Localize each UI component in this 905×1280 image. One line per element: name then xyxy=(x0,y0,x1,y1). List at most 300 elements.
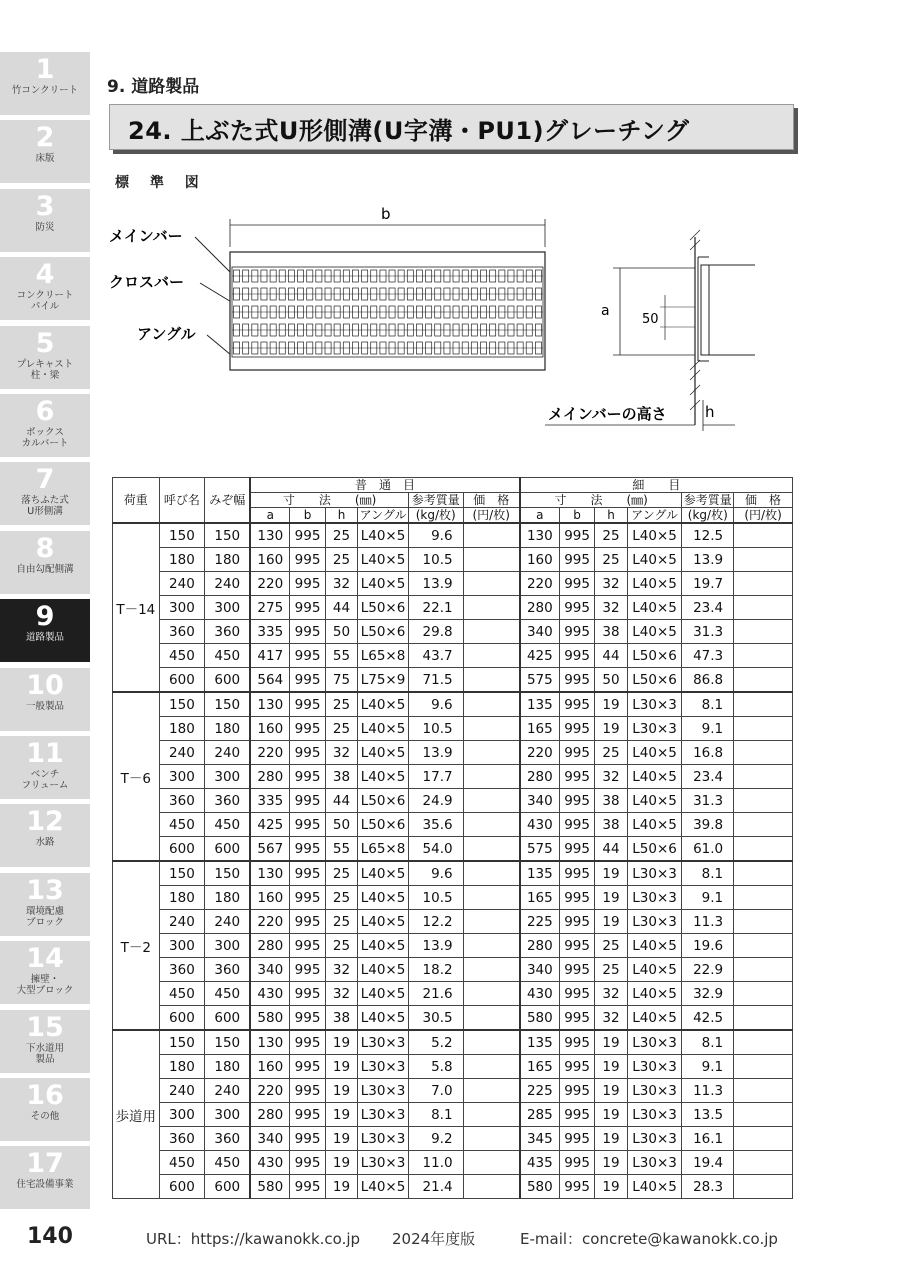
grating-drawing xyxy=(105,195,755,435)
fine-b-cell: 995 xyxy=(559,644,594,668)
normal-a-cell: 430 xyxy=(250,1151,290,1175)
normal-angle-cell: L40×5 xyxy=(358,717,409,741)
normal-h-cell: 32 xyxy=(325,982,357,1006)
fine-price-cell xyxy=(734,1127,793,1151)
table-row xyxy=(113,644,793,668)
normal-b-cell: 995 xyxy=(290,741,325,765)
fine-price-cell xyxy=(734,548,793,572)
normal-weight-cell: 10.5 xyxy=(408,886,463,910)
fine-weight-cell: 31.3 xyxy=(682,789,734,813)
chapter-number: 13 xyxy=(26,875,64,906)
chapter-number: 9 xyxy=(35,601,55,632)
fine-a-cell: 165 xyxy=(520,717,560,741)
sidebar-chapter-17[interactable] xyxy=(0,1146,90,1209)
chapter-number: 4 xyxy=(35,259,55,290)
chapter-label: ボックス カルバート xyxy=(21,427,69,449)
fine-angle-cell: L40×5 xyxy=(627,620,682,644)
fine-b-cell: 995 xyxy=(559,668,594,693)
fine-h-cell: 19 xyxy=(595,692,627,717)
nominal-cell: 180 xyxy=(159,717,205,741)
header-weight-unit: (kg/枚) xyxy=(408,508,463,524)
normal-weight-cell: 22.1 xyxy=(408,596,463,620)
chapter-label: 落ちふた式 U形側溝 xyxy=(21,495,69,517)
fine-h-cell: 25 xyxy=(595,958,627,982)
fine-h-cell: 32 xyxy=(595,1006,627,1031)
fine-h-cell: 32 xyxy=(595,596,627,620)
fine-a-cell: 575 xyxy=(520,668,560,693)
normal-b-cell: 995 xyxy=(290,1055,325,1079)
fine-a-cell: 580 xyxy=(520,1175,560,1199)
chapter-label: 一般製品 xyxy=(25,701,64,712)
width-cell: 150 xyxy=(205,861,251,886)
normal-h-cell: 19 xyxy=(325,1151,357,1175)
normal-b-cell: 995 xyxy=(290,692,325,717)
normal-price-cell xyxy=(463,741,520,765)
fine-h-cell: 32 xyxy=(595,572,627,596)
width-cell: 150 xyxy=(205,692,251,717)
title-banner xyxy=(109,104,794,150)
normal-b-cell: 995 xyxy=(290,1151,325,1175)
fine-weight-cell: 16.8 xyxy=(682,741,734,765)
header-b: b xyxy=(290,508,325,524)
fine-angle-cell: L30×3 xyxy=(627,1127,682,1151)
normal-price-cell xyxy=(463,644,520,668)
table-row xyxy=(113,1055,793,1079)
normal-price-cell xyxy=(463,1006,520,1031)
chapter-number: 12 xyxy=(26,806,64,837)
normal-h-cell: 50 xyxy=(325,813,357,837)
fine-weight-cell: 39.8 xyxy=(682,813,734,837)
sidebar-chapter-8[interactable] xyxy=(0,531,90,594)
sidebar-chapter-9[interactable] xyxy=(0,599,90,662)
normal-b-cell: 995 xyxy=(290,620,325,644)
normal-price-cell xyxy=(463,1079,520,1103)
normal-a-cell: 130 xyxy=(250,692,290,717)
fine-a-cell: 130 xyxy=(520,523,560,548)
normal-a-cell: 417 xyxy=(250,644,290,668)
normal-a-cell: 275 xyxy=(250,596,290,620)
header-normal-mesh: 普 通 目 xyxy=(250,478,520,493)
normal-angle-cell: L40×5 xyxy=(358,523,409,548)
fine-b-cell: 995 xyxy=(559,910,594,934)
normal-b-cell: 995 xyxy=(290,958,325,982)
fine-weight-cell: 61.0 xyxy=(682,837,734,862)
nominal-cell: 180 xyxy=(159,1055,205,1079)
fine-b-cell: 995 xyxy=(559,1127,594,1151)
fine-price-cell xyxy=(734,886,793,910)
chapter-number: 15 xyxy=(26,1012,64,1043)
fine-weight-cell: 13.9 xyxy=(682,548,734,572)
fine-angle-cell: L40×5 xyxy=(627,572,682,596)
normal-weight-cell: 10.5 xyxy=(408,548,463,572)
nominal-cell: 300 xyxy=(159,934,205,958)
fine-angle-cell: L40×5 xyxy=(627,789,682,813)
fine-a-cell: 220 xyxy=(520,741,560,765)
footer-year: 2024年度版 xyxy=(392,1230,476,1248)
width-cell: 240 xyxy=(205,910,251,934)
normal-weight-cell: 7.0 xyxy=(408,1079,463,1103)
fine-weight-cell: 47.3 xyxy=(682,644,734,668)
table-row xyxy=(113,548,793,572)
normal-a-cell: 580 xyxy=(250,1175,290,1199)
fine-angle-cell: L40×5 xyxy=(627,813,682,837)
table-row xyxy=(113,958,793,982)
chapter-label: 道路製品 xyxy=(25,632,64,643)
fine-b-cell: 995 xyxy=(559,765,594,789)
nominal-cell: 450 xyxy=(159,813,205,837)
fine-a-cell: 165 xyxy=(520,886,560,910)
fine-angle-cell: L30×3 xyxy=(627,1055,682,1079)
normal-a-cell: 280 xyxy=(250,765,290,789)
fine-angle-cell: L30×3 xyxy=(627,692,682,717)
fine-h-cell: 25 xyxy=(595,934,627,958)
footer-url[interactable]: URL：https://kawanokk.co.jp xyxy=(146,1230,361,1248)
width-cell: 150 xyxy=(205,1030,251,1055)
normal-b-cell: 995 xyxy=(290,982,325,1006)
fine-price-cell xyxy=(734,1103,793,1127)
width-cell: 360 xyxy=(205,789,251,813)
header-ref-weight: 参考質量 xyxy=(683,493,732,507)
normal-a-cell: 220 xyxy=(250,572,290,596)
fine-a-cell: 580 xyxy=(520,1006,560,1031)
width-cell: 240 xyxy=(205,572,251,596)
fine-b-cell: 995 xyxy=(559,548,594,572)
fine-weight-cell: 16.1 xyxy=(682,1127,734,1151)
header-load: 荷重 xyxy=(113,478,160,524)
cross-bar-label: クロスバー xyxy=(109,273,185,291)
fine-price-cell xyxy=(734,717,793,741)
width-cell: 300 xyxy=(205,596,251,620)
normal-price-cell xyxy=(463,958,520,982)
normal-b-cell: 995 xyxy=(290,886,325,910)
normal-b-cell: 995 xyxy=(290,934,325,958)
normal-weight-cell: 13.9 xyxy=(408,934,463,958)
nominal-cell: 360 xyxy=(159,789,205,813)
normal-h-cell: 19 xyxy=(325,1127,357,1151)
chapter-label: 擁壁・ 大型ブロック xyxy=(16,974,74,996)
dim-a-label: a xyxy=(601,303,610,319)
normal-weight-cell: 12.2 xyxy=(408,910,463,934)
normal-a-cell: 220 xyxy=(250,741,290,765)
width-cell: 600 xyxy=(205,1006,251,1031)
normal-a-cell: 160 xyxy=(250,886,290,910)
normal-weight-cell: 21.6 xyxy=(408,982,463,1006)
normal-h-cell: 25 xyxy=(325,886,357,910)
fine-weight-cell: 28.3 xyxy=(682,1175,734,1199)
table-row xyxy=(113,910,793,934)
normal-price-cell xyxy=(463,620,520,644)
fine-angle-cell: L40×5 xyxy=(627,958,682,982)
nominal-cell: 180 xyxy=(159,886,205,910)
table-header-row xyxy=(113,478,793,493)
normal-b-cell: 995 xyxy=(290,1103,325,1127)
fine-h-cell: 19 xyxy=(595,1127,627,1151)
fine-a-cell: 285 xyxy=(520,1103,560,1127)
dim-h-label: h xyxy=(705,403,715,421)
fine-price-cell xyxy=(734,572,793,596)
header-dims: 寸 法 (㎜) xyxy=(520,493,682,508)
normal-h-cell: 25 xyxy=(325,934,357,958)
fine-price-cell xyxy=(734,958,793,982)
fine-weight-cell: 9.1 xyxy=(682,717,734,741)
table-row xyxy=(113,934,793,958)
normal-b-cell: 995 xyxy=(290,910,325,934)
nominal-cell: 360 xyxy=(159,958,205,982)
normal-b-cell: 995 xyxy=(290,1030,325,1055)
table-row xyxy=(113,596,793,620)
normal-h-cell: 25 xyxy=(325,861,357,886)
header-angle: アングル xyxy=(627,508,682,524)
fine-h-cell: 19 xyxy=(595,1079,627,1103)
table-row xyxy=(113,1103,793,1127)
sidebar-chapter-6[interactable] xyxy=(0,394,90,457)
fine-price-cell xyxy=(734,982,793,1006)
nominal-cell: 600 xyxy=(159,837,205,862)
fine-price-cell xyxy=(734,1030,793,1055)
width-cell: 450 xyxy=(205,982,251,1006)
fine-angle-cell: L40×5 xyxy=(627,765,682,789)
nominal-cell: 150 xyxy=(159,523,205,548)
normal-weight-cell: 54.0 xyxy=(408,837,463,862)
fine-weight-cell: 9.1 xyxy=(682,1055,734,1079)
table-row xyxy=(113,523,793,548)
fine-h-cell: 19 xyxy=(595,1151,627,1175)
chapter-label: ベンチ フリューム xyxy=(21,769,69,791)
normal-b-cell: 995 xyxy=(290,1079,325,1103)
normal-angle-cell: L40×5 xyxy=(358,1006,409,1031)
normal-angle-cell: L40×5 xyxy=(358,861,409,886)
table-row xyxy=(113,1030,793,1055)
normal-angle-cell: L50×6 xyxy=(358,620,409,644)
fine-b-cell: 995 xyxy=(559,1079,594,1103)
normal-weight-cell: 24.9 xyxy=(408,789,463,813)
normal-weight-cell: 8.1 xyxy=(408,1103,463,1127)
table-row xyxy=(113,837,793,862)
normal-h-cell: 32 xyxy=(325,572,357,596)
fine-b-cell: 995 xyxy=(559,1175,594,1199)
table-row xyxy=(113,861,793,886)
load-class-cell: T－2 xyxy=(113,861,160,1030)
fine-a-cell: 575 xyxy=(520,837,560,862)
fine-b-cell: 995 xyxy=(559,620,594,644)
normal-a-cell: 335 xyxy=(250,789,290,813)
fine-price-cell xyxy=(734,1079,793,1103)
chapter-number: 7 xyxy=(35,464,55,495)
sidebar-chapter-2[interactable] xyxy=(0,120,90,183)
normal-a-cell: 340 xyxy=(250,1127,290,1151)
fine-b-cell: 995 xyxy=(559,596,594,620)
chapter-number: 10 xyxy=(26,670,64,701)
normal-angle-cell: L30×3 xyxy=(358,1127,409,1151)
fine-angle-cell: L30×3 xyxy=(627,910,682,934)
normal-price-cell xyxy=(463,548,520,572)
normal-price-cell xyxy=(463,765,520,789)
header-nominal: 呼び名 xyxy=(159,478,205,524)
page-number: 140 xyxy=(27,1224,73,1249)
fine-h-cell: 19 xyxy=(595,1103,627,1127)
normal-weight-cell: 29.8 xyxy=(408,620,463,644)
normal-h-cell: 25 xyxy=(325,717,357,741)
width-cell: 360 xyxy=(205,958,251,982)
table-row xyxy=(113,886,793,910)
normal-weight-cell: 11.0 xyxy=(408,1151,463,1175)
fine-weight-cell: 86.8 xyxy=(682,668,734,693)
normal-angle-cell: L30×3 xyxy=(358,1079,409,1103)
fine-a-cell: 435 xyxy=(520,1151,560,1175)
normal-a-cell: 280 xyxy=(250,1103,290,1127)
sidebar-chapter-11[interactable] xyxy=(0,736,90,799)
fine-price-cell xyxy=(734,861,793,886)
nominal-cell: 300 xyxy=(159,765,205,789)
fine-b-cell: 995 xyxy=(559,741,594,765)
table-row xyxy=(113,765,793,789)
fine-a-cell: 280 xyxy=(520,765,560,789)
fine-angle-cell: L30×3 xyxy=(627,1079,682,1103)
chapter-label: プレキャスト 柱・梁 xyxy=(16,359,74,381)
normal-b-cell: 995 xyxy=(290,813,325,837)
normal-weight-cell: 9.6 xyxy=(408,861,463,886)
normal-a-cell: 160 xyxy=(250,717,290,741)
sidebar-chapter-12[interactable] xyxy=(0,804,90,867)
header-b: b xyxy=(559,508,594,524)
fine-a-cell: 225 xyxy=(520,910,560,934)
normal-a-cell: 130 xyxy=(250,1030,290,1055)
nominal-cell: 240 xyxy=(159,572,205,596)
fine-a-cell: 430 xyxy=(520,813,560,837)
fine-price-cell xyxy=(734,789,793,813)
load-class-cell: 歩道用 xyxy=(113,1030,160,1199)
width-cell: 180 xyxy=(205,548,251,572)
sidebar-chapter-16[interactable] xyxy=(0,1078,90,1141)
normal-weight-cell: 18.2 xyxy=(408,958,463,982)
sidebar-chapter-14[interactable] xyxy=(0,941,90,1004)
fine-h-cell: 25 xyxy=(595,548,627,572)
fine-price-cell xyxy=(734,1175,793,1199)
normal-a-cell: 335 xyxy=(250,620,290,644)
header-h: h xyxy=(595,508,627,524)
sidebar-chapter-3[interactable] xyxy=(0,189,90,252)
fine-price-cell xyxy=(734,523,793,548)
chapter-number: 8 xyxy=(35,533,55,564)
fine-h-cell: 32 xyxy=(595,982,627,1006)
fine-a-cell: 135 xyxy=(520,1030,560,1055)
normal-price-cell xyxy=(463,1151,520,1175)
fine-h-cell: 50 xyxy=(595,668,627,693)
normal-price-cell xyxy=(463,1127,520,1151)
chapter-number: 5 xyxy=(35,328,55,359)
fine-price-cell xyxy=(734,741,793,765)
nominal-cell: 450 xyxy=(159,644,205,668)
dim-50-label: 50 xyxy=(642,312,659,327)
fine-angle-cell: L30×3 xyxy=(627,1103,682,1127)
table-row xyxy=(113,789,793,813)
sidebar-chapter-4[interactable] xyxy=(0,257,90,320)
section-title: 9. 道路製品 xyxy=(107,77,200,97)
normal-a-cell: 580 xyxy=(250,1006,290,1031)
fine-weight-cell: 19.6 xyxy=(682,934,734,958)
normal-price-cell xyxy=(463,692,520,717)
normal-price-cell xyxy=(463,596,520,620)
chapter-number: 14 xyxy=(26,943,64,974)
normal-b-cell: 995 xyxy=(290,717,325,741)
fine-angle-cell: L30×3 xyxy=(627,717,682,741)
normal-angle-cell: L65×8 xyxy=(358,644,409,668)
fine-h-cell: 19 xyxy=(595,1055,627,1079)
fine-b-cell: 995 xyxy=(559,813,594,837)
fine-h-cell: 19 xyxy=(595,717,627,741)
sidebar-chapter-5[interactable] xyxy=(0,326,90,389)
fine-b-cell: 995 xyxy=(559,1103,594,1127)
nominal-cell: 150 xyxy=(159,692,205,717)
fine-b-cell: 995 xyxy=(559,886,594,910)
normal-a-cell: 130 xyxy=(250,523,290,548)
normal-b-cell: 995 xyxy=(290,1006,325,1031)
table-row xyxy=(113,1079,793,1103)
fine-a-cell: 340 xyxy=(520,789,560,813)
normal-h-cell: 50 xyxy=(325,620,357,644)
normal-weight-cell: 35.6 xyxy=(408,813,463,837)
sidebar-chapter-1[interactable] xyxy=(0,52,90,115)
normal-angle-cell: L75×9 xyxy=(358,668,409,693)
normal-weight-cell: 9.6 xyxy=(408,692,463,717)
normal-h-cell: 19 xyxy=(325,1103,357,1127)
header-angle: アングル xyxy=(359,508,407,522)
nominal-cell: 600 xyxy=(159,668,205,693)
nominal-cell: 450 xyxy=(159,1151,205,1175)
fine-b-cell: 995 xyxy=(559,717,594,741)
normal-weight-cell: 9.6 xyxy=(408,523,463,548)
fine-price-cell xyxy=(734,1055,793,1079)
fine-weight-cell: 23.4 xyxy=(682,765,734,789)
normal-h-cell: 19 xyxy=(325,1030,357,1055)
normal-angle-cell: L40×5 xyxy=(358,1175,409,1199)
nominal-cell: 600 xyxy=(159,1006,205,1031)
normal-b-cell: 995 xyxy=(290,548,325,572)
sidebar-chapter-7[interactable] xyxy=(0,462,90,525)
fine-b-cell: 995 xyxy=(559,1030,594,1055)
normal-h-cell: 25 xyxy=(325,692,357,717)
sidebar-chapter-13[interactable] xyxy=(0,873,90,936)
sidebar-chapter-15[interactable] xyxy=(0,1010,90,1073)
header-h: h xyxy=(325,508,357,524)
width-cell: 150 xyxy=(205,523,251,548)
chapter-number: 1 xyxy=(35,54,55,85)
chapter-number: 16 xyxy=(26,1080,64,1111)
normal-angle-cell: L50×6 xyxy=(358,813,409,837)
fine-b-cell: 995 xyxy=(559,934,594,958)
normal-b-cell: 995 xyxy=(290,765,325,789)
footer-email[interactable]: E-mail：concrete@kawanokk.co.jp xyxy=(520,1230,778,1248)
normal-weight-cell: 30.5 xyxy=(408,1006,463,1031)
normal-a-cell: 564 xyxy=(250,668,290,693)
normal-weight-cell: 21.4 xyxy=(408,1175,463,1199)
fine-price-cell xyxy=(734,692,793,717)
normal-angle-cell: L30×3 xyxy=(358,1055,409,1079)
fine-weight-cell: 19.7 xyxy=(682,572,734,596)
load-class-cell: T－14 xyxy=(113,523,160,692)
fine-weight-cell: 11.3 xyxy=(682,910,734,934)
normal-a-cell: 425 xyxy=(250,813,290,837)
sidebar-chapter-10[interactable] xyxy=(0,668,90,731)
nominal-cell: 360 xyxy=(159,620,205,644)
fine-h-cell: 19 xyxy=(595,1175,627,1199)
nominal-cell: 450 xyxy=(159,982,205,1006)
normal-b-cell: 995 xyxy=(290,861,325,886)
width-cell: 300 xyxy=(205,934,251,958)
fine-h-cell: 25 xyxy=(595,523,627,548)
fine-h-cell: 19 xyxy=(595,910,627,934)
table-row xyxy=(113,572,793,596)
